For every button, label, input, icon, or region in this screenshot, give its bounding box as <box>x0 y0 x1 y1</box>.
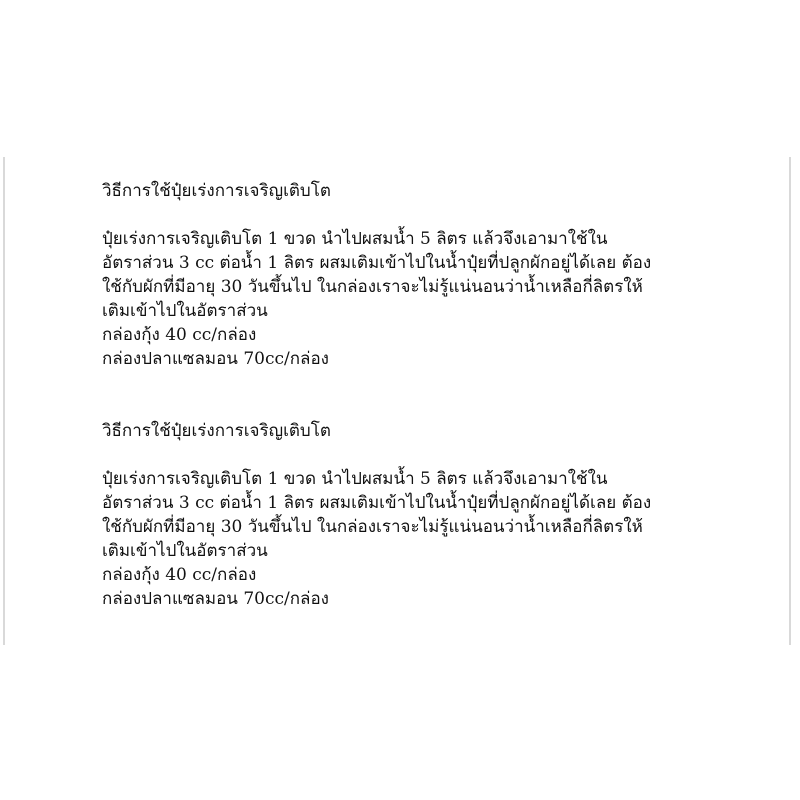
body-line: ใช้กับผักที่มีอายุ 30 วันขึ้นไป ในกล่องเราจะไม่รู้แน่นอนว่าน้ำเหลือกี่ลิตรให้ <box>102 517 643 537</box>
body-line: อัตราส่วน 3 cc ต่อน้ำ 1 ลิตร ผสมเติมเข้าไปในน้ำปุ๋ยที่ปลูกผักอยู่ได้เลย ต้อง <box>102 253 652 273</box>
instruction-section-2 <box>102 419 742 611</box>
salmon-box-dosage: กล่องปลาแซลมอน 70cc/กล่อง <box>102 349 329 369</box>
body-line: เติมเข้าไปในอัตราส่วน <box>102 301 268 321</box>
body-line: อัตราส่วน 3 cc ต่อน้ำ 1 ลิตร ผสมเติมเข้าไปในน้ำปุ๋ยที่ปลูกผักอยู่ได้เลย ต้อง <box>102 493 652 513</box>
body-line: เติมเข้าไปในอัตราส่วน <box>102 541 268 561</box>
body-line: ปุ๋ยเร่งการเจริญเติบโต 1 ขวด นำไปผสมน้ำ 5 ลิตร แล้วจึงเอามาใช้ใน <box>102 469 608 489</box>
section-heading: วิธีการใช้ปุ๋ยเร่งการเจริญเติบโต <box>102 421 331 441</box>
section-heading: วิธีการใช้ปุ๋ยเร่งการเจริญเติบโต <box>102 181 331 201</box>
body-line: ปุ๋ยเร่งการเจริญเติบโต 1 ขวด นำไปผสมน้ำ 5 ลิตร แล้วจึงเอามาใช้ใน <box>102 229 608 249</box>
salmon-box-dosage: กล่องปลาแซลมอน 70cc/กล่อง <box>102 589 329 609</box>
body-line: ใช้กับผักที่มีอายุ 30 วันขึ้นไป ในกล่องเราจะไม่รู้แน่นอนว่าน้ำเหลือกี่ลิตรให้ <box>102 277 643 297</box>
shrimp-box-dosage: กล่องกุ้ง 40 cc/กล่อง <box>102 565 257 585</box>
shrimp-box-dosage: กล่องกุ้ง 40 cc/กล่อง <box>102 325 257 345</box>
document-page <box>3 157 791 645</box>
instruction-section-1 <box>102 179 742 371</box>
